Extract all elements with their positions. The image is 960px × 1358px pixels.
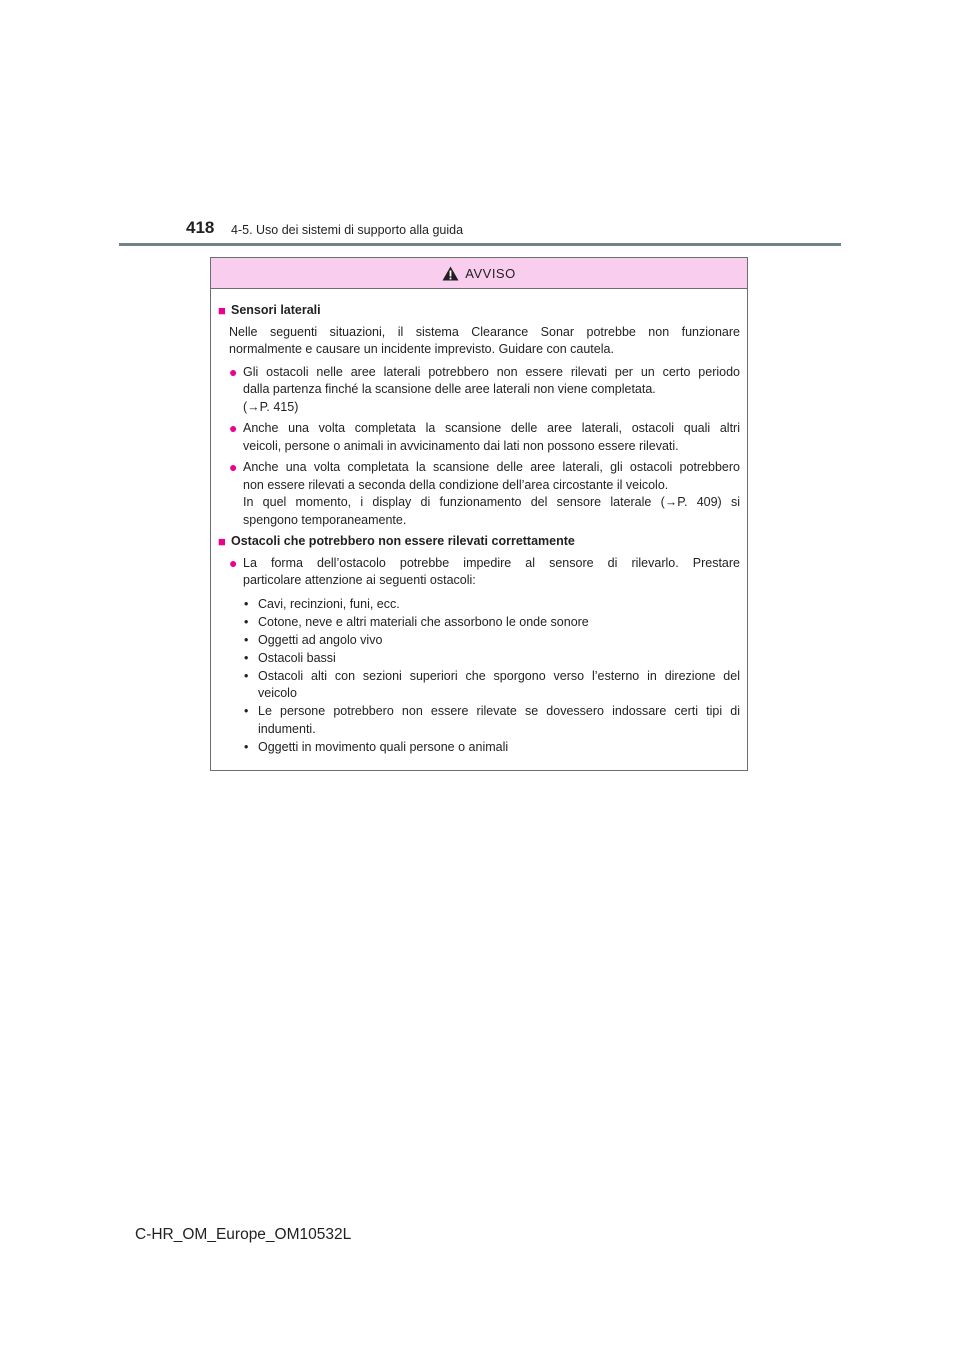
item-line: Anche una volta completata la scansione delle aree laterali, gli ostacoli potrebbero <box>243 460 740 474</box>
warning-triangle-icon <box>442 266 459 281</box>
list-item <box>229 364 740 417</box>
dot-bullet-icon: • <box>244 596 249 611</box>
item-text <box>243 420 740 455</box>
item-line: In quel momento, i display di funzionamento del sensore laterale (→P. 409) si <box>243 495 740 509</box>
obstacle-item <box>244 596 740 614</box>
dot-bullet-icon: • <box>244 739 249 754</box>
dot-bullet-icon: • <box>244 650 249 665</box>
dot-bullet-icon: • <box>244 632 249 647</box>
obstacle-text: Le persone potrebbero non essere rilevate se dovessero indossare certi tipi di <box>258 704 740 718</box>
section-heading-side-sensors <box>218 302 740 320</box>
obstacle-item <box>244 614 740 632</box>
dot-bullet-icon: • <box>244 614 249 629</box>
warning-body <box>211 289 747 756</box>
round-bullet-icon: ● <box>229 554 238 571</box>
item-line: La forma dell’ostacolo potrebbe impedire al sensore di rilevarlo. Prestare <box>243 555 740 570</box>
item-line: Anche una volta completata la scansione delle aree laterali, ostacoli quali altri <box>243 421 740 435</box>
round-bullet-icon: ● <box>229 363 238 380</box>
item-line: particolare attenzione ai seguenti ostacoli: <box>243 573 476 587</box>
round-bullet-icon: ● <box>229 459 238 475</box>
item-line: veicoli, persone o animali in avvicinamento dai lati non possono essere rilevati. <box>243 438 679 453</box>
warning-header <box>211 258 747 289</box>
item-text <box>243 555 740 590</box>
item-line: non essere rilevati a seconda della condizione dell’area circostante il veicolo. <box>243 477 669 492</box>
item-text <box>243 364 740 417</box>
header-rule <box>119 243 841 246</box>
square-bullet-icon: ■ <box>218 534 226 549</box>
obstacle-text: indumenti. <box>258 721 316 736</box>
dot-bullet-icon: • <box>244 668 249 683</box>
obstacle-text: Oggetti in movimento quali persone o animali <box>258 739 509 754</box>
obstacle-text: Ostacoli alti con sezioni superiori che sporgono verso l’esterno in direzione del <box>258 668 740 683</box>
obstacle-text: Cavi, recinzioni, funi, ecc. <box>258 596 400 611</box>
page-reference: (→P. 415) <box>243 399 299 414</box>
dot-bullet-icon: • <box>244 704 249 718</box>
page-number: 418 <box>186 218 215 237</box>
list-item <box>229 459 740 529</box>
obstacle-text: Cotone, neve e altri materiali che assorbono le onde sonore <box>258 614 589 629</box>
obstacle-list <box>244 596 740 757</box>
item-text <box>243 459 740 529</box>
intro-line: Nelle seguenti situazioni, il sistema Clearance Sonar potrebbe non funzionare <box>229 324 740 339</box>
obstacle-item <box>244 668 740 703</box>
heading-text: Ostacoli che potrebbero non essere rilevati correttamente <box>231 534 575 548</box>
section-heading-undetected-obstacles <box>218 533 740 551</box>
obstacle-item <box>244 739 740 757</box>
square-bullet-icon: ■ <box>218 303 226 318</box>
intro-line: normalmente e causare un incidente imprevisto. Guidare con cautela. <box>229 342 614 356</box>
list-item <box>229 555 740 590</box>
obstacle-item <box>244 650 740 668</box>
heading-text: Sensori laterali <box>231 303 321 317</box>
item-line: spengono temporaneamente. <box>243 512 407 527</box>
obstacle-item <box>244 632 740 650</box>
warning-box <box>210 257 748 771</box>
obstacle-text: veicolo <box>258 686 297 700</box>
item-line: Gli ostacoli nelle aree laterali potrebbero non essere rilevati per un certo periodo <box>243 364 740 379</box>
round-bullet-icon: ● <box>229 420 238 436</box>
item-line: dalla partenza finché la scansione delle aree laterali non viene completata. <box>243 382 656 396</box>
warning-title: AVVISO <box>465 265 516 281</box>
obstacle-item <box>244 703 740 738</box>
section-intro <box>229 324 740 359</box>
list-item <box>229 420 740 455</box>
section-title: 4-5. Uso dei sistemi di supporto alla guida <box>231 223 464 237</box>
document-id: C-HR_OM_Europe_OM10532L <box>135 1226 352 1243</box>
obstacle-text: Oggetti ad angolo vivo <box>258 632 383 647</box>
obstacle-text: Ostacoli bassi <box>258 650 336 665</box>
